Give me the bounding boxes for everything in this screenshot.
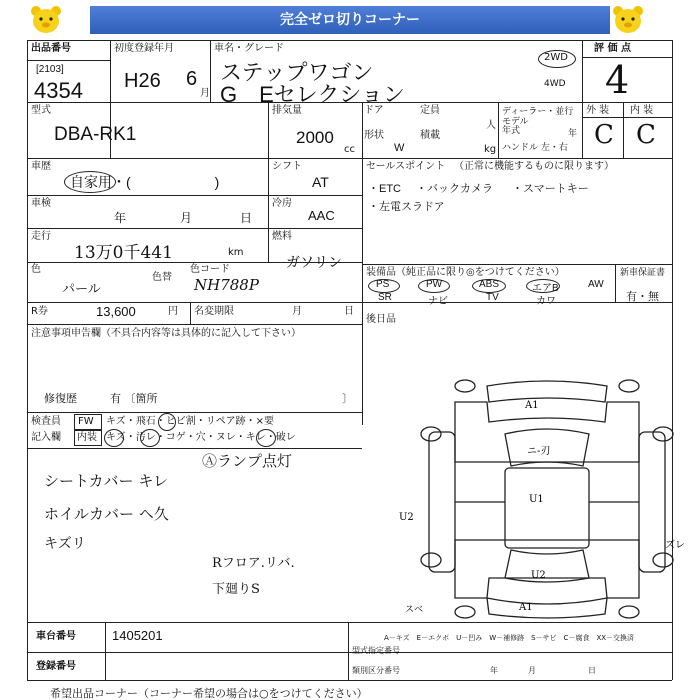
- model-year-label-1: モデル: [502, 117, 529, 127]
- diagram-mark: A1: [519, 602, 533, 613]
- mileage-value: 13万0千441: [74, 243, 173, 263]
- recycle-unit: 円: [168, 306, 178, 317]
- diagram-mark: ニ-刃: [527, 446, 551, 457]
- diagram-mark: スベ: [405, 605, 424, 615]
- fw-label: FW: [78, 416, 94, 427]
- era-year: H26: [124, 70, 161, 92]
- sales-point-item: ・左電スラドア: [368, 201, 445, 213]
- chassis-value: 1405201: [112, 628, 163, 643]
- drive-4wd: 4WD: [544, 79, 566, 89]
- equip-leather: カワ: [536, 296, 556, 307]
- int-circle-mark: [140, 429, 160, 447]
- diagram-mark: U1: [529, 494, 544, 505]
- classification-label: 類別区分番号: [352, 666, 400, 675]
- transfer-deadline-label: 名変期限: [194, 306, 234, 317]
- fw-items: キズ・飛石・ヒビ割・リペア跡・×要: [106, 416, 274, 427]
- inspection-day-unit: 日: [240, 211, 253, 225]
- history-label: 車歴: [31, 161, 51, 172]
- model-value: DBA-RK1: [54, 124, 137, 145]
- interior-items: キズ・汚レ・コゲ・穴・ヌレ・キレ・破レ: [106, 432, 296, 443]
- transfer-month: 月: [292, 306, 302, 317]
- color-value: パール: [62, 281, 101, 296]
- type-designation-label: 型式指定番号: [352, 646, 400, 655]
- capacity-unit: 人: [486, 120, 496, 131]
- inspector-note: キズリ: [44, 536, 86, 552]
- diagram-mark: ズレ: [665, 540, 685, 551]
- footer-corner-note: 希望出品コーナー（コーナー希望の場合は○をつけてください）: [50, 687, 368, 700]
- interior-score: C: [636, 120, 656, 150]
- equip-abs: ABS: [479, 279, 500, 290]
- equip-sr: SR: [378, 292, 392, 303]
- inspection-month-unit: 月: [180, 211, 193, 225]
- special-year-label: 年: [490, 666, 498, 675]
- equip-navi: ナビ: [428, 296, 448, 307]
- int-circle-mark: [104, 429, 124, 447]
- car-name-label: 車名・グレード: [214, 43, 284, 54]
- fuel-label: 燃料: [272, 231, 292, 242]
- displacement-value: 2000: [296, 128, 334, 147]
- history-value: 自家用・( ): [70, 174, 220, 190]
- equip-pw: PW: [426, 279, 443, 290]
- diagram-mark: A1: [525, 400, 539, 411]
- int-circle-mark: [256, 429, 276, 447]
- interior-label-short: 内装: [77, 432, 97, 443]
- exterior-score: C: [594, 120, 614, 150]
- page-title: 完全ゼロ切りコーナー: [280, 12, 420, 28]
- model-year-unit: 年: [568, 129, 578, 139]
- score-label: 評 価 点: [594, 43, 631, 54]
- inspector-note: Rフロア.リバ.: [212, 556, 295, 571]
- displacement-label: 排気量: [272, 105, 302, 116]
- equip-airbag: エアB: [532, 283, 559, 294]
- mileage-label: 走行: [31, 231, 51, 242]
- lot-number: 4354: [34, 78, 83, 103]
- chassis-label: 車台番号: [36, 631, 76, 642]
- load-unit: kg: [484, 144, 497, 155]
- shape-label: 形状: [364, 130, 384, 141]
- damage-legend: A－キズ E－エクボ U－凹み W－補修跡 S－サビ C－腐食 XX－交換済: [384, 634, 635, 642]
- color-label: 色: [31, 264, 41, 275]
- ac-value: AAC: [308, 208, 335, 223]
- diagram-mark: U2: [399, 512, 414, 523]
- record-label: 記入欄: [31, 432, 61, 443]
- color-change-label: 色替: [152, 272, 172, 283]
- interior-label: 内 装: [630, 105, 654, 116]
- guarantee-label: 新車保証書: [620, 268, 666, 278]
- fuel-value: ガソリン: [286, 254, 342, 270]
- first-registration-label: 初度登録年月: [114, 43, 174, 54]
- car-name: ステップワゴン: [220, 60, 374, 85]
- registration-number-label: 登録番号: [36, 661, 76, 672]
- notes-label: 注意事項申告欄（不具合内容等は具体的に記入して下さい）: [31, 328, 301, 339]
- exterior-label: 外 装: [586, 105, 610, 116]
- capacity-label: 定員: [420, 105, 440, 116]
- equip-aw: AW: [588, 279, 604, 290]
- recycle-label: R券: [31, 306, 48, 317]
- equip-ps: PS: [376, 279, 390, 290]
- color-code: NH788P: [194, 276, 259, 294]
- guarantee-value: 有・無: [626, 291, 659, 303]
- sales-point-item: ・ETC: [368, 183, 401, 195]
- lot-code: [2103]: [36, 64, 64, 75]
- handle-label: ハンドル 左・右: [502, 143, 568, 153]
- lot-label: 出品番号: [31, 43, 71, 54]
- bear-mascot-icon: [610, 4, 646, 36]
- load-label: 積載: [420, 130, 440, 141]
- equip-tv: TV: [486, 292, 499, 303]
- special-month-label: 月: [528, 666, 536, 675]
- color-code-label: 色コード: [190, 264, 230, 275]
- equipment-label: 装備品（純正品に限り◎をつけてください）: [366, 267, 565, 278]
- score-value: 4: [605, 58, 630, 102]
- model-label: 型式: [31, 105, 51, 116]
- dealer-label: ディーラー・並行: [502, 107, 574, 117]
- car-grade: G Eセレクション: [220, 82, 405, 107]
- model-year-label-2: 年式: [502, 126, 521, 136]
- diagram-mark: U2: [531, 570, 546, 581]
- shape-value: W: [394, 142, 405, 154]
- doors-label: ドア: [364, 105, 384, 116]
- checker-label: 検査員: [31, 416, 61, 427]
- car-damage-diagram: [395, 372, 700, 627]
- sales-points-note: （正常に機能するものに限ります）: [454, 161, 614, 172]
- inspector-note: シートカバー キレ: [44, 472, 169, 490]
- inspection-year-unit: 年: [114, 211, 127, 225]
- drive-2wd: 2WD: [544, 52, 568, 63]
- shift-value: AT: [312, 174, 329, 190]
- ac-label: 冷房: [272, 198, 292, 209]
- repair-history-label: 修復歴: [44, 392, 77, 405]
- repair-history-close: 〕: [342, 392, 353, 405]
- inspector-note: Ⓐランプ点灯: [202, 452, 293, 470]
- later-items-label: 後日品: [366, 314, 396, 325]
- special-day-label: 日: [588, 666, 596, 675]
- displacement-unit: cc: [344, 144, 355, 155]
- fw-circle-mark: [158, 413, 176, 431]
- registration-month: 6: [186, 68, 198, 90]
- inspector-note: 下廻りS: [212, 582, 260, 597]
- transfer-day: 日: [344, 306, 354, 317]
- inspector-note: ホイルカバー ヘ久: [44, 505, 169, 523]
- mileage-unit: km: [228, 247, 244, 258]
- inspection-label: 車検: [31, 198, 51, 209]
- month-unit: 月: [200, 88, 210, 99]
- repair-history-value: 有 〔箇所: [110, 392, 158, 405]
- recycle-value: 13,600: [96, 304, 136, 319]
- sales-point-item: ・スマートキー: [512, 183, 589, 195]
- shift-label: シフト: [272, 161, 302, 172]
- sales-point-item: ・バックカメラ: [416, 183, 493, 195]
- bear-mascot-icon: [28, 4, 64, 36]
- sales-points-label: セールスポイント: [366, 161, 446, 172]
